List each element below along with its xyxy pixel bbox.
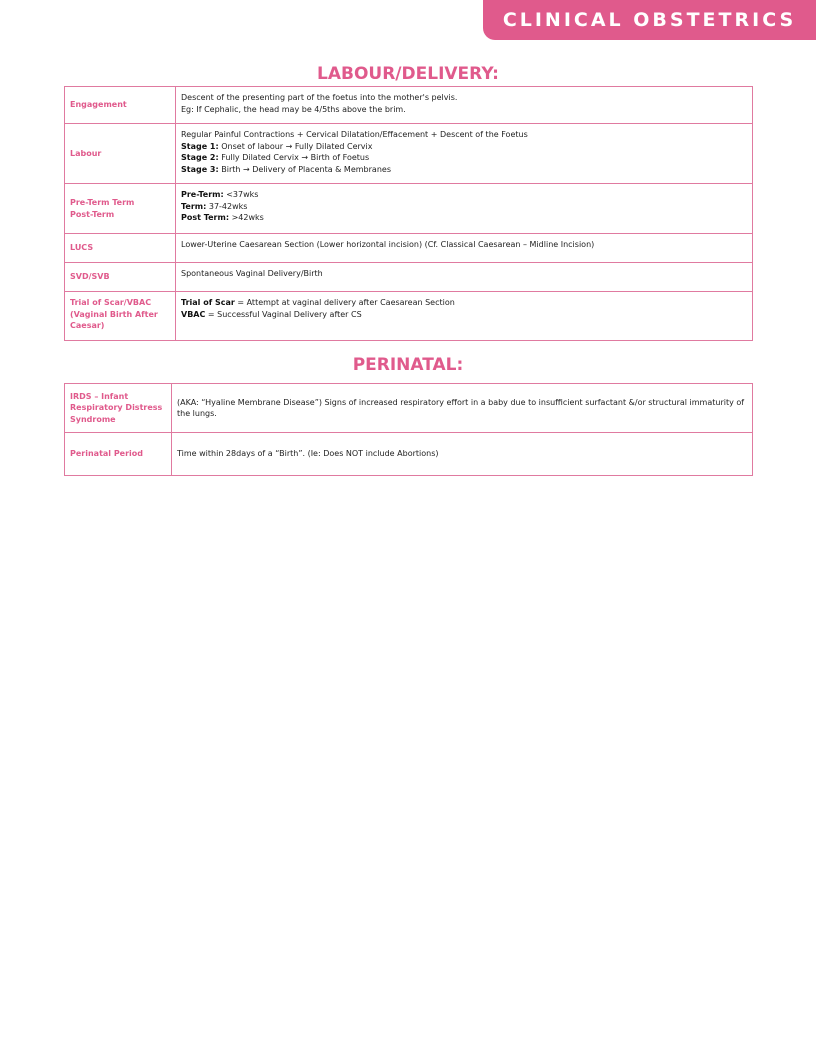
term-cell (65, 124, 176, 184)
labour-section-title: LABOUR/DELIVERY: (317, 64, 499, 84)
term-label: Pre-Term Term (70, 198, 135, 207)
definition-text: Time within 28days of a “Birth”. (Ie: Does NOT include Abortions) (177, 449, 439, 459)
definition-text: (AKA: “Hyaline Membrane Disease”) Signs of increased respiratory effort in a baby due to insufficient surfactant &/or structural immaturity of the lungs. (177, 397, 745, 418)
definition-line: Stage 1: Onset of labour → Fully Dilated Cervix (181, 141, 373, 151)
definition-line: Pre-Term: <37wks (181, 190, 259, 199)
definition-line: Eg: If Cephalic, the head may be 4/5ths above the brim. (181, 104, 406, 114)
definition-line: Spontaneous Vaginal Delivery/Birth (181, 269, 323, 278)
term-label: Post-Term (70, 209, 115, 219)
definition-cell (176, 234, 753, 263)
perinatal-table (64, 383, 753, 476)
term-cell (65, 433, 172, 476)
term-label: IRDS – Infant (70, 391, 129, 401)
term-label: Caesar) (70, 321, 105, 330)
table-row (65, 292, 753, 341)
definition-line: Post Term: >42wks (181, 213, 264, 222)
perinatal-section-title: PERINATAL: (352, 355, 464, 375)
term-label: Labour (70, 148, 102, 158)
definition-cell (176, 292, 753, 341)
term-cell (65, 292, 176, 341)
definition-line: Descent of the presenting part of the foetus into the mother's pelvis. (181, 93, 458, 102)
table-row (65, 184, 753, 234)
term-label: (Vaginal Birth After (70, 309, 158, 319)
term-cell (65, 263, 176, 292)
definition-cell (172, 433, 753, 476)
definition-line: Trial of Scar = Attempt at vaginal delivery after Caesarean Section (181, 298, 455, 307)
term-label: LUCS (70, 243, 94, 253)
definition-cell (176, 263, 753, 292)
term-label: Syndrome (70, 414, 116, 424)
definition-cell (176, 124, 753, 184)
definition-line: Stage 2: Fully Dilated Cervix → Birth of Foetus (181, 153, 370, 162)
table-row (65, 124, 753, 184)
definition-line: Term: 37-42wks (181, 201, 248, 211)
banner-title: CLINICAL OBSTETRICS (502, 9, 797, 31)
term-cell (65, 234, 176, 263)
definition-line: VBAC = Successful Vaginal Delivery after CS (181, 309, 362, 319)
definition-cell (176, 184, 753, 234)
table-row (65, 263, 753, 292)
definition-line: Lower-Uterine Caesarean Section (Lower horizontal incision) (Cf. Classical Caesarean – Midline Incision) (181, 240, 595, 249)
table-row (65, 234, 753, 263)
definition-line: Stage 3: Birth → Delivery of Placenta & Membranes (181, 164, 391, 174)
term-label: Perinatal Period (70, 449, 144, 459)
term-cell (65, 87, 176, 124)
definition-line: Regular Painful Contractions + Cervical Dilatation/Effacement + Descent of the Foetus (181, 130, 528, 139)
definition-cell (172, 384, 753, 433)
term-label: Engagement (70, 100, 127, 110)
labour-table (64, 86, 753, 341)
term-label: Respiratory Distress (70, 403, 163, 413)
header-banner (483, 0, 816, 40)
definition-cell (176, 87, 753, 124)
term-label: Trial of Scar/VBAC (70, 298, 152, 307)
term-label: SVD/SVB (70, 272, 110, 282)
table-row (65, 87, 753, 124)
term-cell (65, 184, 176, 234)
term-cell (65, 384, 172, 433)
table-row (65, 384, 753, 433)
table-row (65, 433, 753, 476)
